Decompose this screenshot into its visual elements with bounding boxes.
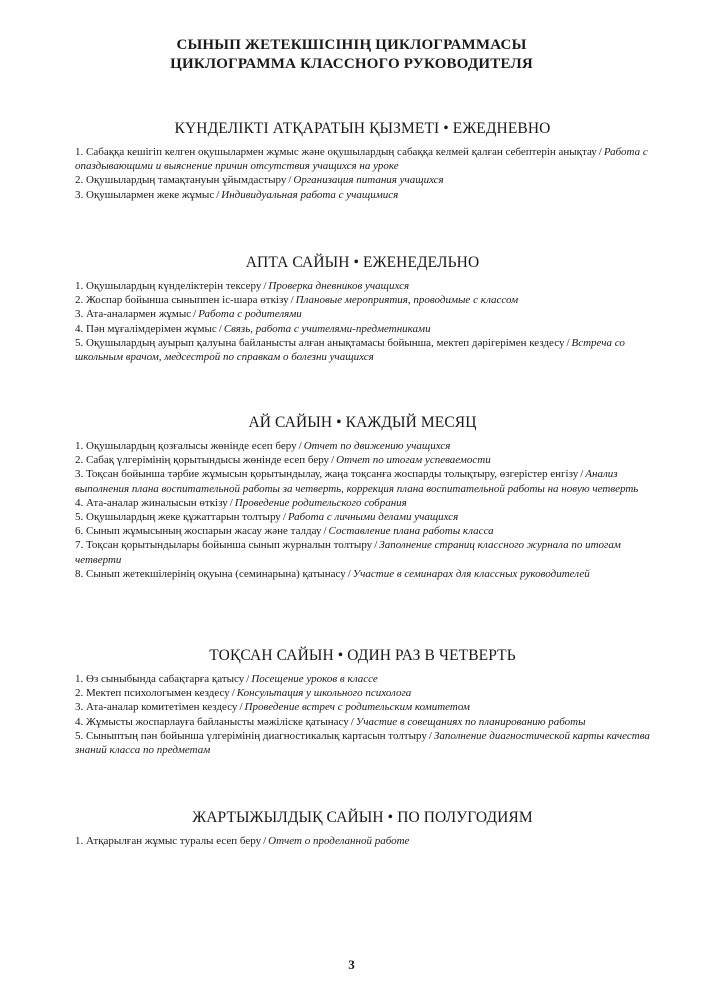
item-list — [75, 439, 650, 581]
list-item: 1. Атқарылған жұмыс туралы есеп беру / Отчет о проделанной работе — [75, 835, 410, 847]
document-title — [0, 36, 703, 74]
section-heading: АЙ САЙЫН • КАЖДЫЙ МЕСЯЦ — [248, 414, 477, 431]
item-list — [75, 834, 650, 848]
list-item: 4. Жұмысты жоспарлауға байланысты мәжіліске қатынасу / Участие в совещаниях по планированию работы — [75, 715, 586, 728]
list-item: 1. Сабаққа кешігіп келген оқушылармен жұмыс және оқушылардың сабаққа келмей қалған себептерін анықтау / Работа с опаздывающими и выяснение причин отсутствия учащихся на уроке — [75, 146, 648, 173]
list-item: 3. Оқушылармен жеке жұмыс / Индивидуальная работа с учащимися — [75, 188, 399, 201]
title-russian: ЦИКЛОГРАММА КЛАССНОГО РУКОВОДИТЕЛЯ — [170, 56, 533, 72]
section-heading: АПТА САЙЫН • ЕЖЕНЕДЕЛЬНО — [245, 254, 480, 271]
list-item: 4. Ата-аналар жиналысын өткізу / Проведение родительского собрания — [75, 496, 407, 509]
item-list — [75, 279, 650, 364]
list-item: 2. Сабақ үлгерімінің қорытындысы жөнінде есеп беру / Отчет по итогам успеваемости — [75, 454, 491, 467]
list-item: 3. Ата-аналар комитетімен кездесу / Проведение встреч с родительским комитетом — [75, 701, 470, 714]
section-heading: ТОҚСАН САЙЫН • ОДИН РАЗ В ЧЕТВЕРТЬ — [209, 647, 516, 664]
section-quarterly — [75, 646, 650, 757]
section-monthly — [75, 413, 650, 581]
list-item: 4. Пән мұғалімдерімен жұмыс / Связь, работа с учителями-предметниками — [75, 322, 431, 335]
list-item: 7. Тоқсан қорытындылары бойынша сынып журналын толтыру / Заполнение страниц классного журнала по итогам четверти — [75, 539, 621, 566]
title-kazakh: СЫНЫП ЖЕТЕКШІСІНІҢ ЦИКЛОГРАММАСЫ — [176, 37, 527, 53]
list-item: 5. Оқушылардың ауырып қалуына байланысты алған анықтамасы бойынша, мектеп дәрігерімен кездесу / Встреча со школьным врачом, медсестрой по справкам о болезни учащихся — [75, 336, 625, 364]
list-item: 5. Оқушылардың жеке құжаттарын толтыру / Работа с личными делами учащихся — [75, 511, 459, 524]
section-weekly — [75, 253, 650, 364]
list-item: 2. Оқушылардың тамақтануын ұйымдастыру / Организация питания учащихся — [75, 174, 444, 187]
section-heading: ЖАРТЫЖЫЛДЫҚ САЙЫН • ПО ПОЛУГОДИЯМ — [192, 809, 533, 826]
list-item: 1. Оқушылардың қозғалысы жөнінде есеп беру / Отчет по движению учащихся — [75, 440, 451, 452]
list-item: 3. Ата-аналармен жұмыс / Работа с родителями — [75, 308, 302, 321]
list-item: 8. Сынып жетекшілерінің оқуына (семинарына) қатынасу / Участие в семинарах для классных руководителей — [75, 567, 590, 580]
section-heading: КҮНДЕЛІКТІ АТҚАРАТЫН ҚЫЗМЕТІ • ЕЖЕДНЕВНО — [174, 120, 551, 137]
page-number: 3 — [348, 957, 355, 972]
list-item: 2. Жоспар бойынша сыныппен іс-шара өткізу / Плановые мероприятия, проводимые с классом — [75, 294, 519, 307]
list-item: 1. Өз сыныбында сабақтарға қатысу / Посещение уроков в классе — [75, 673, 378, 685]
item-list — [75, 672, 650, 757]
list-item: 1. Оқушылардың күнделіктерін тексеру / Проверка дневников учащихся — [75, 280, 410, 292]
section-daily — [75, 119, 650, 202]
list-item: 2. Мектеп психологымен кездесу / Консультация у школьного психолога — [75, 687, 412, 700]
list-item: 6. Сынып жұмысының жоспарын жасау және талдау / Составление плана работы класса — [75, 525, 494, 538]
section-half-yearly — [75, 808, 650, 848]
list-item: 5. Сыныптың пән бойынша үлгерімінің диагностикалық картасын толтыру / Заполнение диагностической карты качества знаний класса по предметам — [75, 729, 650, 757]
item-list — [75, 145, 650, 202]
list-item: 3. Тоқсан бойынша тәрбие жұмысын қорытындылау, жаңа тоқсанға жоспарды толықтыру, өзгерістер енгізу / Анализ выполнения плана воспитательной работы за четверть, коррекция плана воспитательной работы на новую четверть — [75, 468, 639, 495]
